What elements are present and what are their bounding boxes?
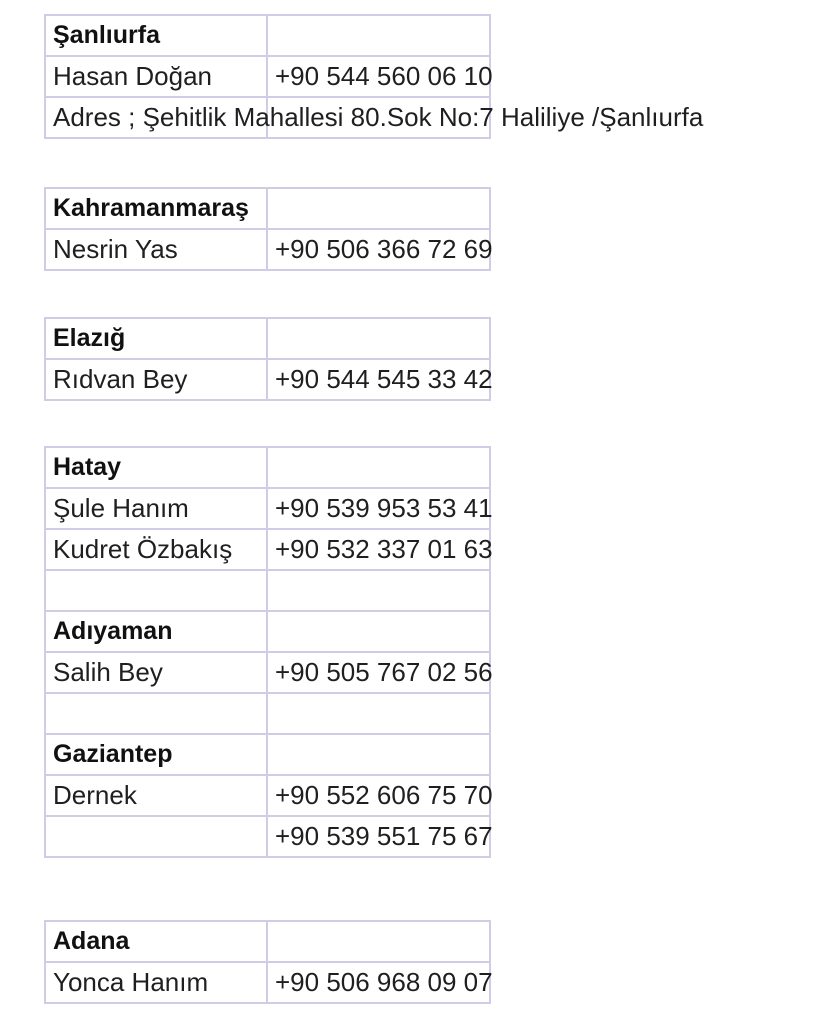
table-row — [45, 229, 490, 270]
contact-name: Rıdvan Bey — [45, 359, 267, 400]
empty-cell — [267, 318, 490, 359]
contact-name: Yonca Hanım — [45, 962, 267, 1003]
empty-cell — [267, 570, 490, 611]
city-heading: Hatay — [45, 447, 267, 488]
table-row — [45, 734, 490, 775]
empty-cell — [45, 570, 267, 611]
hatay-adiyaman-gaziantep-table — [44, 446, 491, 858]
empty-cell — [267, 15, 490, 56]
table-row — [45, 693, 490, 734]
city-heading: Elazığ — [45, 318, 267, 359]
table-row — [45, 652, 490, 693]
table-row — [45, 488, 490, 529]
kahramanmaras-table — [44, 187, 491, 271]
contact-name: Şule Hanım — [45, 488, 267, 529]
elazig-table — [44, 317, 491, 401]
table-row — [45, 318, 490, 359]
phone-number: +90 506 968 09 07 — [267, 962, 490, 1003]
empty-cell — [267, 611, 490, 652]
table-row — [45, 921, 490, 962]
phone-number: +90 552 606 75 70 — [267, 775, 490, 816]
phone-number: +90 506 366 72 69 — [267, 229, 490, 270]
phone-number: +90 544 545 33 42 — [267, 359, 490, 400]
city-heading: Adıyaman — [45, 611, 267, 652]
table-row — [45, 529, 490, 570]
contact-name: Nesrin Yas — [45, 229, 267, 270]
table-row — [45, 962, 490, 1003]
city-heading: Gaziantep — [45, 734, 267, 775]
phone-number: +90 539 551 75 67 — [267, 816, 490, 857]
empty-cell — [45, 816, 267, 857]
sanliurfa-table — [44, 14, 704, 139]
phone-number: +90 544 560 06 10 — [267, 56, 490, 97]
adana-table — [44, 920, 491, 1004]
table-row — [45, 816, 490, 857]
city-heading: Şanlıurfa — [45, 15, 267, 56]
address-text: Adres ; Şehitlik Mahallesi 80.Sok No:7 Haliliye /Şanlıurfa — [45, 97, 267, 138]
contact-name: Dernek — [45, 775, 267, 816]
empty-cell — [267, 693, 490, 734]
empty-cell — [267, 734, 490, 775]
table-row — [45, 359, 490, 400]
contact-name: Kudret Özbakış — [45, 529, 267, 570]
contact-name: Salih Bey — [45, 652, 267, 693]
table-row — [45, 775, 490, 816]
table-row — [45, 15, 490, 56]
phone-number: +90 532 337 01 63 — [267, 529, 490, 570]
empty-cell — [45, 693, 267, 734]
empty-cell — [267, 188, 490, 229]
table-row — [45, 447, 490, 488]
table-row — [45, 570, 490, 611]
empty-cell — [267, 447, 490, 488]
phone-number: +90 505 767 02 56 — [267, 652, 490, 693]
table-row — [45, 188, 490, 229]
table-row — [45, 97, 490, 138]
city-heading: Kahramanmaraş — [45, 188, 267, 229]
empty-cell — [267, 921, 490, 962]
table-row — [45, 611, 490, 652]
phone-number: +90 539 953 53 41 — [267, 488, 490, 529]
contact-name: Hasan Doğan — [45, 56, 267, 97]
table-row — [45, 56, 490, 97]
city-heading: Adana — [45, 921, 267, 962]
